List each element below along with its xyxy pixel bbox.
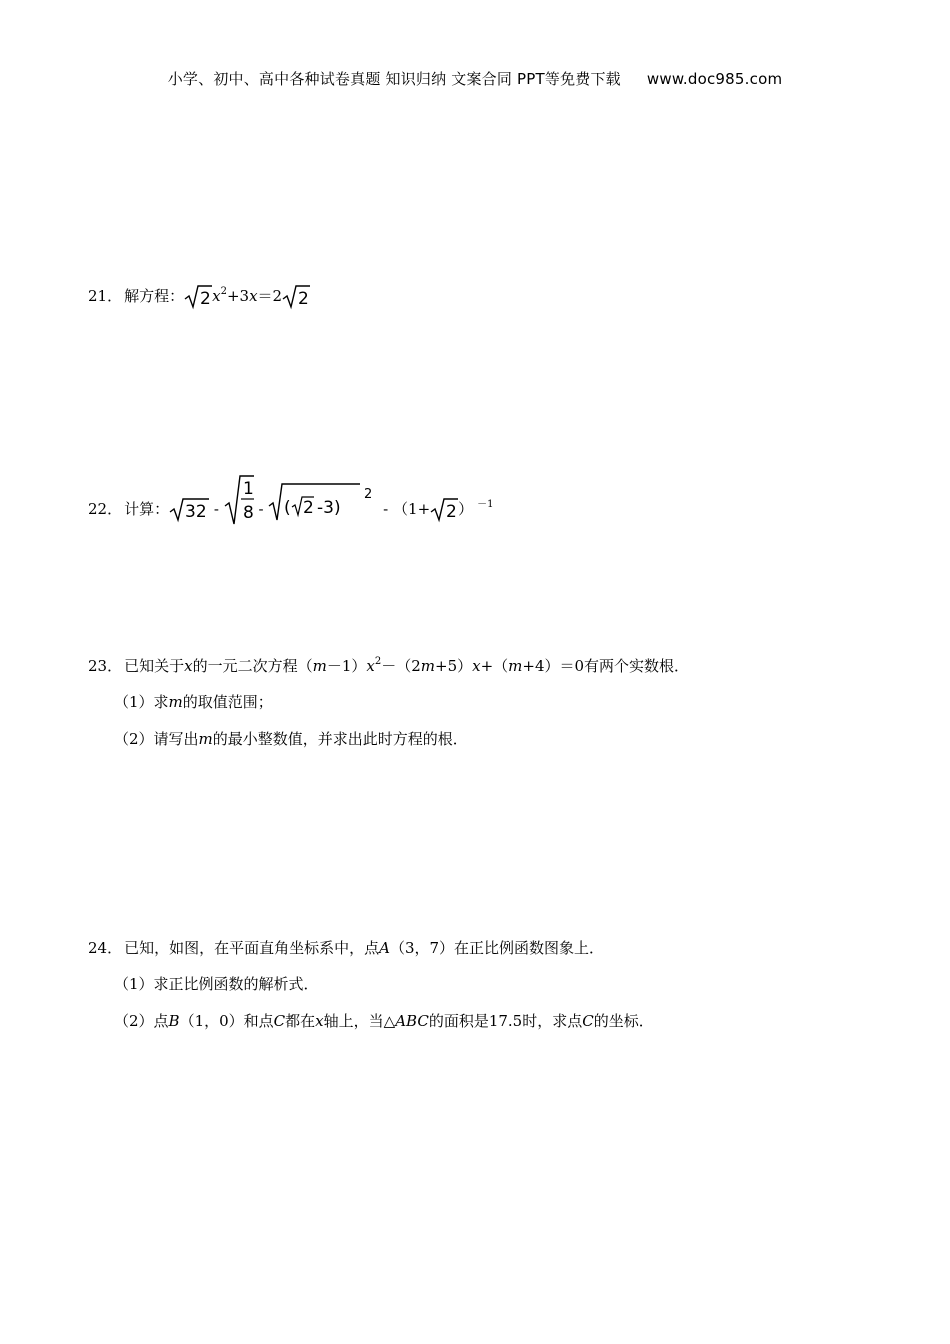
equals-term: ＝2 — [257, 287, 283, 305]
question-number: 21． — [88, 287, 123, 305]
radicand: 32 — [185, 502, 207, 522]
question-23-part-2 — [114, 727, 468, 751]
minus-sign: - — [213, 500, 219, 518]
question-24-part-1 — [114, 972, 319, 996]
sqrt-fraction-icon — [224, 474, 254, 526]
radicand: 2 — [298, 289, 309, 309]
triangle-label: ABC — [395, 1012, 429, 1030]
part-text: 的面积是17.5时，求点 — [428, 1012, 583, 1030]
sqrt-symbol-icon — [282, 284, 310, 310]
exponent: 2 — [220, 286, 227, 297]
question-24-part-2 — [114, 1009, 654, 1033]
variable-m: m — [168, 693, 183, 711]
stem-text: +（ — [480, 657, 509, 675]
question-number: 22． — [88, 500, 123, 518]
stem-text: －（2 — [381, 657, 421, 675]
part-text: （1）求正比例函数的解析式． — [114, 975, 319, 993]
part-text: 的最小整数值，并求出此时方程的根． — [212, 730, 468, 748]
stem-text: +5） — [435, 657, 473, 675]
part-text: （2）请写出 — [114, 730, 199, 748]
variable-m: m — [508, 657, 523, 675]
sqrt-symbol-icon — [184, 284, 212, 310]
inner-exponent: 2 — [364, 487, 373, 502]
term: +3 — [226, 287, 250, 305]
paren-close: ） — [458, 500, 474, 518]
stem-text: （3，7）在正比例函数图象上． — [389, 939, 605, 957]
point-label: C — [582, 1012, 594, 1030]
part-text: （2）点 — [114, 1012, 169, 1030]
question-23-part-1 — [114, 690, 273, 714]
part-text: 的取值范围； — [182, 693, 273, 711]
header-url[interactable]: www.doc985.com — [646, 70, 783, 88]
fraction-denominator: 8 — [242, 503, 254, 523]
radicand: 2 — [446, 502, 457, 522]
part-text: 都在 — [285, 1012, 316, 1030]
stem-text: 已知，如图，在平面直角坐标系中，点 — [124, 939, 380, 957]
question-22 — [88, 474, 494, 526]
radicand: 2 — [200, 289, 211, 309]
variable-x: x — [184, 657, 193, 675]
variable-x: x — [315, 1012, 324, 1030]
variable-x: x — [472, 657, 481, 675]
sqrt-symbol-icon — [430, 497, 458, 523]
question-24 — [88, 936, 604, 960]
variable-m: m — [420, 657, 435, 675]
inner-rest: -3) — [317, 498, 341, 518]
point-label: A — [379, 939, 390, 957]
question-number: 24． — [88, 939, 123, 957]
inner-radicand: 2 — [303, 498, 315, 518]
point-label: B — [168, 1012, 180, 1030]
page-header — [0, 68, 950, 89]
question-23 — [88, 654, 689, 678]
paren-open: （1+ — [393, 500, 431, 518]
variable-m: m — [312, 657, 327, 675]
negative-exponent: －1 — [477, 499, 494, 510]
minus-sign: - — [258, 500, 264, 518]
variable-x: x — [249, 287, 258, 305]
fraction-numerator: 1 — [242, 479, 254, 499]
sqrt-symbol-icon — [169, 497, 209, 523]
stem-text: －1） — [326, 657, 367, 675]
question-number: 23． — [88, 657, 123, 675]
stem-text: 的一元二次方程（ — [192, 657, 313, 675]
part-text: （1，0）和点 — [179, 1012, 274, 1030]
question-21 — [88, 284, 310, 310]
stem-text: 已知关于 — [124, 657, 185, 675]
header-text: 小学、初中、高中各种试卷真题 知识归纳 文案合同 PPT等免费下载 — [167, 70, 621, 88]
inner-open-paren: ( — [284, 498, 292, 518]
question-prompt: 解方程： — [124, 287, 185, 305]
question-prompt: 计算： — [124, 500, 170, 518]
minus-sign: - — [383, 500, 389, 518]
part-text: （1）求 — [114, 693, 169, 711]
variable-x: x — [212, 287, 221, 305]
stem-text: +4）＝0有两个实数根． — [522, 657, 690, 675]
exponent: 2 — [374, 656, 382, 667]
part-text: 的坐标． — [593, 1012, 654, 1030]
part-text: 轴上，当△ — [323, 1012, 396, 1030]
variable-x: x — [366, 657, 375, 675]
variable-m: m — [198, 730, 213, 748]
sqrt-square-icon — [268, 482, 378, 522]
point-label: C — [273, 1012, 286, 1030]
